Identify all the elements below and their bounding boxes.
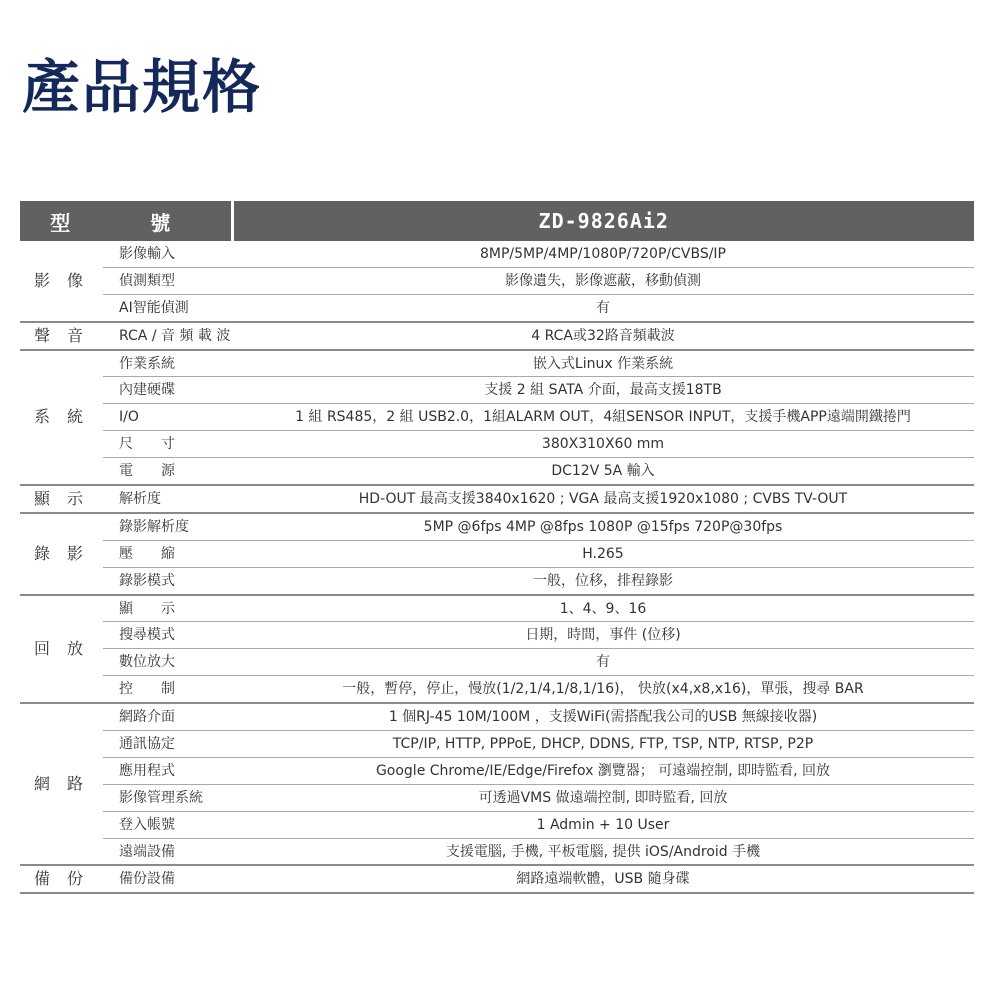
- spec-value: 支援 2 組 SATA 介面，最高支援18TB: [232, 377, 974, 404]
- spec-value: 影像遺失，影像遮蔽，移動偵測: [232, 267, 974, 294]
- spec-group-name: 備 份: [20, 865, 103, 893]
- spec-row: [20, 377, 974, 404]
- spec-label: 偵測類型: [103, 267, 232, 294]
- spec-label: 通訊協定: [103, 731, 232, 758]
- spec-row: [20, 513, 974, 540]
- spec-value: 支援電腦, 手機, 平板電腦, 提供 iOS/Android 手機: [232, 838, 974, 865]
- spec-row: [20, 838, 974, 865]
- spec-label: 壓 縮: [103, 540, 232, 567]
- spec-row: [20, 703, 974, 730]
- spec-value: 有: [232, 294, 974, 321]
- spec-label: 應用程式: [103, 757, 232, 784]
- spec-row: [20, 649, 974, 676]
- spec-label: 數位放大: [103, 649, 232, 676]
- table-header-row: [20, 201, 974, 241]
- header-model-number: ZD-9826Ai2: [232, 201, 974, 241]
- spec-table: [20, 201, 974, 894]
- spec-row: [20, 757, 974, 784]
- spec-label: 網路介面: [103, 703, 232, 730]
- spec-group-name: 網 路: [20, 703, 103, 865]
- spec-label: RCA / 音 頻 載 波: [103, 322, 232, 350]
- spec-label: 作業系統: [103, 350, 232, 377]
- spec-label: 影像輸入: [103, 241, 232, 267]
- spec-row: [20, 458, 974, 485]
- spec-value: 5MP @6fps 4MP @8fps 1080P @15fps 720P@30fps: [232, 513, 974, 540]
- spec-value: 1 個RJ-45 10M/100M ，支援WiFi(需搭配我公司的USB 無線接收器): [232, 703, 974, 730]
- spec-row: [20, 322, 974, 350]
- spec-label: 內建硬碟: [103, 377, 232, 404]
- spec-group-name: 系 統: [20, 350, 103, 485]
- spec-group-name: 影 像: [20, 241, 103, 322]
- spec-value: 4 RCA或32路音頻載波: [232, 322, 974, 350]
- spec-value: 一般，暫停，停止，慢放(1/2,1/4,1/8,1/16)， 快放(x4,x8,x16)，單張，搜尋 BAR: [232, 676, 974, 703]
- spec-row: [20, 567, 974, 594]
- spec-value: TCP/IP, HTTP, PPPoE, DHCP, DDNS, FTP, TSP, NTP, RTSP, P2P: [232, 731, 974, 758]
- spec-label: 錄影解析度: [103, 513, 232, 540]
- spec-row: [20, 267, 974, 294]
- spec-row: [20, 241, 974, 267]
- spec-label: 遠端設備: [103, 838, 232, 865]
- spec-value: Google Chrome/IE/Edge/Firefox 瀏覽器； 可遠端控制, 即時監看, 回放: [232, 757, 974, 784]
- spec-row: [20, 431, 974, 458]
- spec-value: HD-OUT 最高支援3840x1620 ; VGA 最高支援1920x1080 ; CVBS TV-OUT: [232, 485, 974, 513]
- spec-group-name: 錄 影: [20, 513, 103, 595]
- spec-value: 網路遠端軟體，USB 隨身碟: [232, 865, 974, 893]
- spec-label: AI智能偵測: [103, 294, 232, 321]
- spec-row: [20, 485, 974, 513]
- spec-value: 嵌入式Linux 作業系統: [232, 350, 974, 377]
- spec-body: [20, 241, 974, 893]
- spec-row: [20, 540, 974, 567]
- spec-value: 有: [232, 649, 974, 676]
- spec-row: [20, 676, 974, 703]
- spec-row: [20, 784, 974, 811]
- spec-group-name: 聲 音: [20, 322, 103, 350]
- spec-value: 1 組 RS485，2 組 USB2.0，1組ALARM OUT，4組SENSOR INPUT，支援手機APP遠端開鐵捲門: [232, 404, 974, 431]
- spec-row: [20, 731, 974, 758]
- spec-label: 登入帳號: [103, 811, 232, 838]
- spec-row: [20, 350, 974, 377]
- spec-row: [20, 811, 974, 838]
- spec-value: 可透過VMS 做遠端控制, 即時監看, 回放: [232, 784, 974, 811]
- spec-row: [20, 404, 974, 431]
- spec-group-name: 顯 示: [20, 485, 103, 513]
- spec-value: 8MP/5MP/4MP/1080P/720P/CVBS/IP: [232, 241, 974, 267]
- spec-value: 一般，位移，排程錄影: [232, 567, 974, 594]
- spec-label: 電 源: [103, 458, 232, 485]
- spec-value: 日期，時間，事件 (位移): [232, 622, 974, 649]
- spec-label: 解析度: [103, 485, 232, 513]
- page-title: 產品規格: [22, 53, 263, 121]
- spec-row: [20, 622, 974, 649]
- spec-label: 搜尋模式: [103, 622, 232, 649]
- header-model-label: 型 號: [20, 201, 232, 241]
- spec-row: [20, 595, 974, 622]
- spec-value: 1 Admin + 10 User: [232, 811, 974, 838]
- spec-label: 錄影模式: [103, 567, 232, 594]
- spec-group-name: 回 放: [20, 595, 103, 704]
- spec-value: H.265: [232, 540, 974, 567]
- spec-label: 尺 寸: [103, 431, 232, 458]
- spec-value: DC12V 5A 輸入: [232, 458, 974, 485]
- spec-label: 備份設備: [103, 865, 232, 893]
- spec-row: [20, 294, 974, 321]
- spec-label: 影像管理系統: [103, 784, 232, 811]
- spec-label: 控 制: [103, 676, 232, 703]
- spec-value: 380X310X60 mm: [232, 431, 974, 458]
- spec-row: [20, 865, 974, 893]
- spec-label: 顯 示: [103, 595, 232, 622]
- spec-value: 1、4、9、16: [232, 595, 974, 622]
- spec-label: I/O: [103, 404, 232, 431]
